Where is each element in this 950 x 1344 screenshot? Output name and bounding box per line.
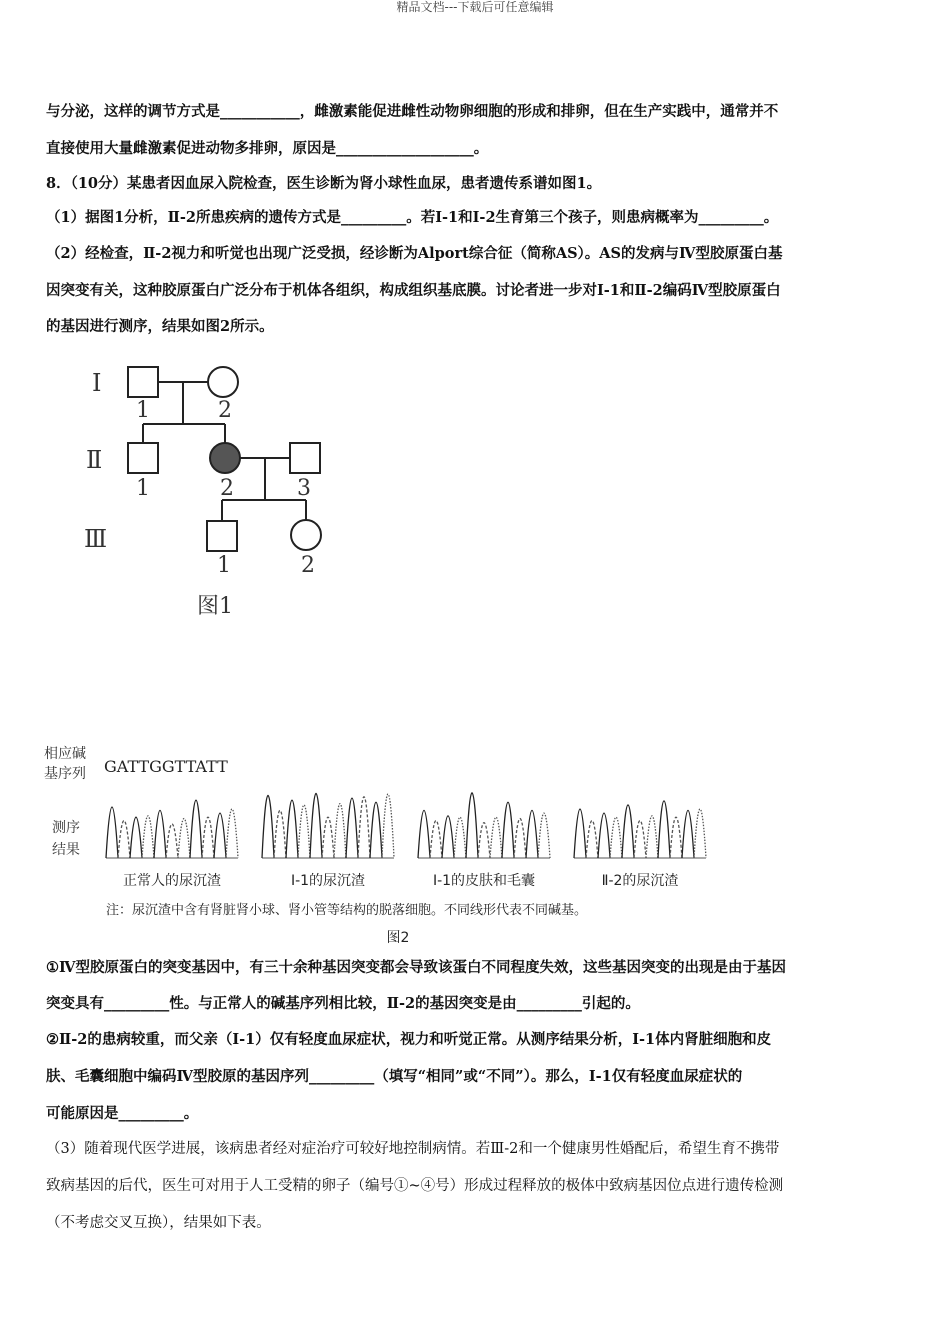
chromatogram-peak [586, 821, 598, 858]
chromatogram-peak [262, 795, 274, 858]
page-header: 精品文档---下载后可任意编辑 [396, 0, 554, 14]
chromatogram-peak [310, 793, 322, 858]
num-I-2: 2 [218, 398, 232, 423]
chromatogram-peak [502, 802, 514, 858]
q8-sub2-line-1: ②Ⅱ-2的患病较重，而父亲（Ⅰ-1）仅有轻度血尿症状，视力和听觉正常。从测序结果分析，Ⅰ-1体内肾脏细胞和皮 [46, 1031, 772, 1048]
text-line-1: 与分泌，这样的调节方式是___________，雌激素能促进雌性动物卵细胞的形成和排卵，但在生产实践中，通常并不 [46, 103, 779, 120]
num-II-3: 3 [297, 476, 311, 501]
num-II-2: 2 [220, 476, 234, 501]
chromatogram-peak [466, 793, 478, 858]
chromatogram-peak [130, 817, 142, 858]
chromatogram-peak [622, 805, 634, 858]
pedigree-II-3-male [290, 443, 320, 473]
chromatogram-peak [598, 813, 610, 858]
chromatogram-peak [682, 810, 694, 858]
chromatogram-peak [334, 804, 346, 858]
chromatogram-peak [538, 813, 550, 858]
pedigree-I-2-female [208, 367, 238, 397]
gen-label-3: Ⅲ [84, 525, 108, 553]
question-8-part-1: （1）据图1分析，Ⅱ-2所患疾病的遗传方式是_________。若Ⅰ-1和Ⅰ-2生育第三个孩子，则患病概率为_________。 [46, 209, 779, 226]
chromatogram-peak [166, 824, 178, 858]
question-8-title: 8．（10分）某患者因血尿入院检查，医生诊断为肾小球性血尿，患者遗传系谱如图1。 [46, 175, 602, 192]
pedigree-figure [70, 355, 370, 625]
chromatogram-peak [658, 801, 670, 858]
chromatogram-peak [634, 821, 646, 858]
figure-1-caption: 图1 [197, 594, 233, 619]
chromatogram-peak [370, 802, 382, 858]
question-8-part-3-line-2: 致病基因的后代，医生可对用于人工受精的卵子（编号①~④号）形成过程释放的极体中致病基因位点进行遗传检测 [46, 1178, 784, 1194]
question-8-part-2-line-3: 的基因进行测序，结果如图2所示。 [46, 318, 274, 335]
chromatogram-peak [610, 817, 622, 858]
text-line-2: 直接使用大量雌激素促进动物多排卵，原因是___________________。 [46, 140, 489, 157]
chromatogram-peak [298, 805, 310, 858]
chromatogram-peak [226, 809, 238, 858]
chromatogram-peak [190, 800, 202, 858]
chromatogram-peak [670, 817, 682, 858]
figure-2-caption: 图2 [386, 930, 410, 946]
chromatogram-peak [142, 816, 154, 858]
chromatogram-peak [214, 813, 226, 858]
question-8-part-2-line-1: （2）经检查，Ⅱ-2视力和听觉也出现广泛受损，经诊断为Alport综合征（简称AS）。AS的发病与Ⅳ型胶原蛋白基 [46, 245, 783, 262]
chromatogram-peak [454, 817, 466, 858]
chromatogram-panels [106, 793, 706, 858]
q8-sub2-line-2: 肤、毛囊细胞中编码Ⅳ型胶原的基因序列_________（填写“相同”或“不同”）。那么，Ⅰ-1仅有轻度血尿症状的 [46, 1068, 743, 1085]
chromatogram-peak [442, 816, 454, 858]
gen-label-2: Ⅱ [86, 446, 103, 474]
pedigree-III-1-male [207, 521, 237, 551]
chromatogram-peak [526, 810, 538, 858]
chromatogram-peak [646, 816, 658, 858]
chromatogram-peak [154, 810, 166, 858]
num-III-2: 2 [301, 553, 315, 578]
chromatogram-peak [694, 809, 706, 858]
q8-sub2-line-3: 可能原因是_________。 [46, 1105, 199, 1122]
chromatogram-peak [358, 797, 370, 858]
seq-row-label-bottom: 基序列 [44, 766, 86, 782]
chromatogram-peak [490, 817, 502, 858]
panel-label-II2-urine: Ⅱ-2的尿沉渣 [601, 873, 679, 889]
pedigree-II-1-male [128, 443, 158, 473]
chromatogram-peak [574, 809, 586, 858]
panel-label-I1-urine: Ⅰ-1的尿沉渣 [290, 873, 366, 889]
q8-sub1-line-1: ①Ⅳ型胶原蛋白的突变基因中，有三十余种基因突变都会导致该蛋白不同程度失效，这些基因突变的出现是由于基因 [46, 959, 786, 976]
gen-label-1: Ⅰ [92, 369, 102, 397]
chromatogram-peak [430, 821, 442, 858]
chromatogram-peak [382, 794, 394, 858]
pedigree-I-1-male [128, 367, 158, 397]
seq-row-label-top: 相应碱 [44, 746, 86, 762]
chromatogram-peak [274, 810, 286, 858]
chromatogram-peak [346, 798, 358, 858]
num-II-1: 1 [136, 476, 150, 501]
question-8-part-3-line-3: （不考虑交叉互换），结果如下表。 [46, 1215, 271, 1231]
figure-2-note: 注：尿沉渣中含有肾脏肾小球、肾小管等结构的脱落细胞。不同线形代表不同碱基。 [106, 903, 588, 918]
chromatogram-peak [322, 817, 334, 858]
pedigree-II-2-affected-female [210, 443, 240, 473]
panel-label-I1-skin: Ⅰ-1的皮肤和毛囊 [432, 873, 536, 889]
chromatogram-peak [106, 807, 118, 858]
q8-sub1-line-2: 突变具有_________性。与正常人的碱基序列相比较，Ⅱ-2的基因突变是由_________引起的。 [46, 995, 640, 1012]
chromatogram-peak [118, 821, 130, 858]
chromatogram-peak [286, 800, 298, 858]
pedigree-III-2-female [291, 520, 321, 550]
sequencing-figure [40, 740, 740, 950]
chromatogram-peak [514, 819, 526, 858]
base-sequence: GATTGGTTATT [104, 757, 228, 776]
result-row-label-bottom: 结果 [52, 842, 80, 858]
result-row-label-top: 测序 [52, 820, 80, 836]
question-8-part-2-line-2: 因突变有关，这种胶原蛋白广泛分布于机体各组织，构成组织基底膜。讨论者进一步对Ⅰ-1和Ⅱ-2编码Ⅳ型胶原蛋白 [46, 282, 781, 299]
num-I-1: 1 [136, 398, 150, 423]
chromatogram-peak [478, 823, 490, 858]
num-III-1: 1 [217, 553, 231, 578]
chromatogram-peak [202, 817, 214, 858]
panel-label-normal: 正常人的尿沉渣 [123, 873, 221, 889]
chromatogram-peak [178, 819, 190, 858]
question-8-part-3-line-1: （3）随着现代医学进展，该病患者经对症治疗可较好地控制病情。若Ⅲ-2和一个健康男性婚配后，希望生育不携带 [46, 1141, 780, 1157]
chromatogram-peak [418, 810, 430, 858]
